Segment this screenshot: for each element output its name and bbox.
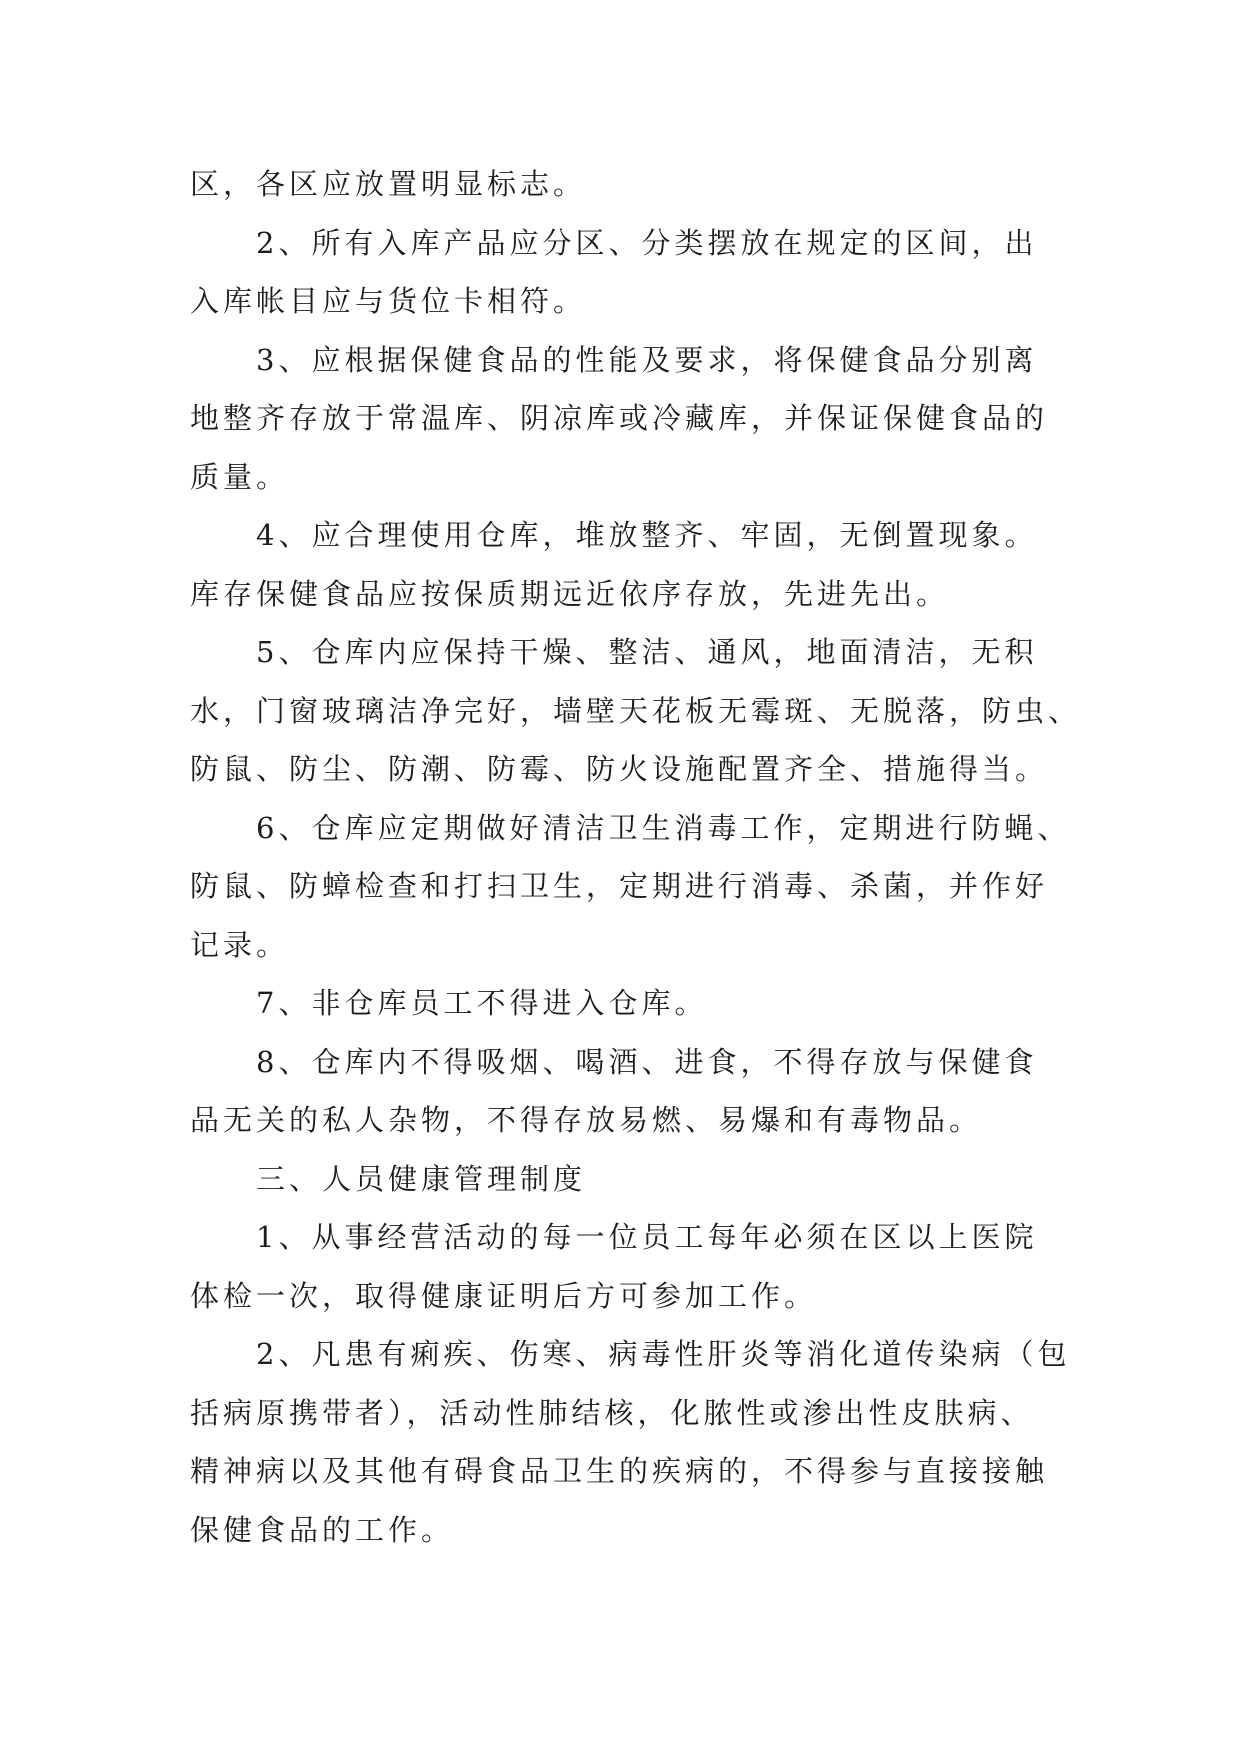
paragraph-item-8 [190,1033,1130,1150]
text-line: 保健食品的工作。 [190,1512,455,1547]
text-line: 2、所有入库产品应分区、分类摆放在规定的区间，出 [256,225,1038,260]
paragraph-item-6 [190,799,1130,975]
text-line: 6、仓库应定期做好清洁卫生消毒工作，定期进行防蝇、 [256,810,1071,845]
text-line: 8、仓库内不得吸烟、喝酒、进食，不得存放与保健食 [256,1044,1038,1079]
paragraph-item-3 [190,331,1130,507]
text-line: 3、应根据保健食品的性能及要求，将保健食品分别离 [256,342,1038,377]
text-line: 1、从事经营活动的每一位员工每年必须在区以上医院 [256,1220,1038,1254]
paragraph-item-2 [190,214,1130,331]
section-heading [190,1150,1130,1209]
paragraph-health-item-2 [190,1325,1130,1559]
text-line: 质量。 [190,459,290,494]
text-line: 括病原携带者），活动性肺结核，化脓性或渗出性皮肤病、 [190,1395,1034,1430]
text-line: 记录。 [190,927,290,962]
text-line: 地整齐存放于常温库、阴凉库或冷藏库，并保证保健食品的 [190,401,1049,435]
paragraph-health-item-1 [190,1208,1130,1325]
paragraph-item-5 [190,623,1130,799]
text-line: 水，门窗玻璃洁净完好，墙壁天花板无霉斑、无脱落，防虫、 [190,693,1082,728]
text-line: 2、凡患有痢疾、伤寒、病毒性肝炎等消化道传染病（包 [256,1337,1071,1371]
paragraph-item-4 [190,506,1130,623]
text-line: 精神病以及其他有碍食品卫生的疾病的，不得参与直接接触 [190,1454,1049,1488]
paragraph-item-7 [190,974,1130,1033]
paragraph-continuation [190,155,1130,214]
text-line: 7、非仓库员工不得进入仓库。 [256,986,708,1020]
text-line: 体检一次，取得健康证明后方可参加工作。 [190,1278,818,1313]
text-line: 防鼠、防尘、防潮、防霉、防火设施配置齐全、措施得当。 [190,752,1049,786]
text-line: 区，各区应放置明显标志。 [190,167,587,201]
text-line: 入库帐目应与货位卡相符。 [190,284,587,318]
text-line: 4、应合理使用仓库，堆放整齐、牢固，无倒置现象。 [256,518,1038,552]
text-line: 库存保健食品应按保质期远近依序存放，先进先出。 [190,576,950,611]
text-line: 品无关的私人杂物，不得存放易燃、易爆和有毒物品。 [190,1103,983,1137]
text-line: 5、仓库内应保持干燥、整洁、通风，地面清洁，无积 [256,635,1038,669]
text-line: 防鼠、防蟑检查和打扫卫生，定期进行消毒、杀菌，并作好 [190,869,1049,903]
section-heading-text: 三、人员健康管理制度 [256,1161,587,1196]
body-text [190,155,1130,1559]
